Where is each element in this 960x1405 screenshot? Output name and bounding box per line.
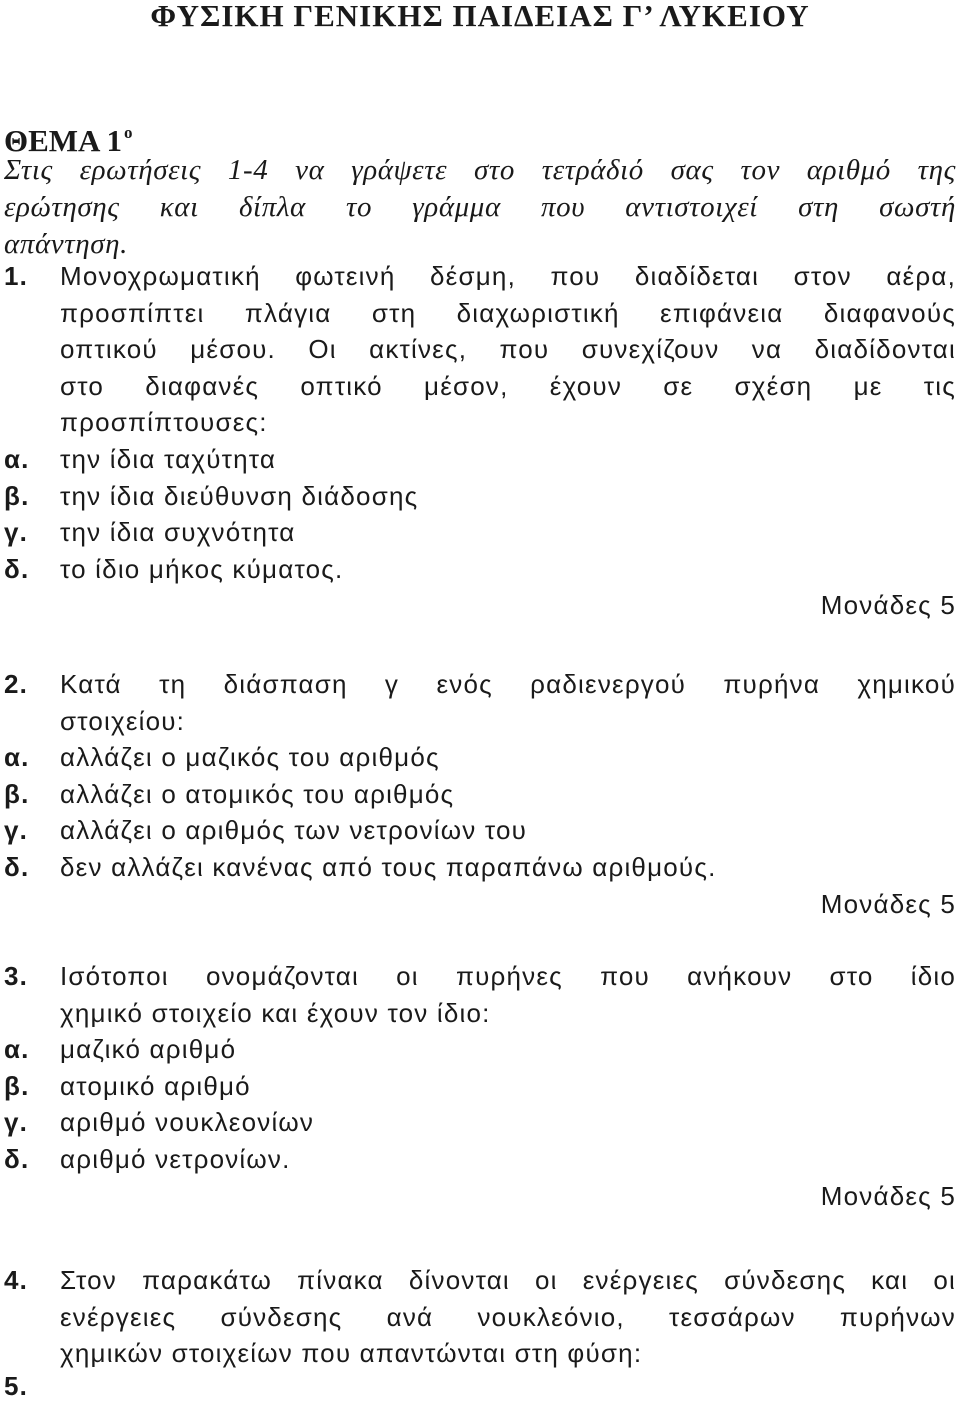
option-label: β. [4,1070,30,1101]
question-line: Ισότοποι ονομάζονται οι πυρήνες που ανήκουν στο ίδιο [60,961,956,991]
question-line: Στον παρακάτω πίνακα δίνονται οι ενέργειες σύνδεσης και οι [60,1265,956,1295]
question-number: 4. [4,1265,29,1295]
question-3 [4,958,956,1214]
question-line: προσπίπτει πλάγια στη διαχωριστική επιφάνεια διαφανούς [60,297,956,328]
option-d [4,849,956,886]
question-line: ενέργειες σύνδεσης ανά νουκλεόνιο, τεσσάρων πυρήνων [60,1301,956,1332]
option-c [4,1104,956,1141]
instructions-line: Στις ερωτήσεις 1-4 να γράψετε στο τετράδιό σας τον αριθμό της [4,154,956,186]
theme-superscript: ο [123,123,133,142]
theme-label: ΘΕΜΑ 1 [4,123,122,158]
question-line: Μονοχρωματική φωτεινή δέσμη, που διαδίδεται στον αέρα, [60,261,956,291]
option-text: αλλάζει ο μαζικός του αριθμός [60,742,440,773]
option-a [4,739,956,776]
option-label: δ. [4,1143,30,1174]
option-label: γ. [4,815,29,846]
option-b [4,1068,956,1105]
option-text: το ίδιο μήκος κύματος. [60,553,344,584]
option-b [4,478,956,515]
option-d [4,551,956,588]
question-1 [4,258,956,624]
option-label: γ. [4,1107,29,1138]
option-label: γ. [4,517,29,548]
option-b [4,776,956,813]
marks-label: Μονάδες 5 [820,888,956,919]
question-line: στοιχείου: [60,705,186,736]
question-line: προσπίπτουσες: [60,407,268,438]
question-4 [4,1262,956,1372]
marks-label: Μονάδες 5 [820,1180,956,1211]
option-label: α. [4,1034,30,1065]
option-text: την ίδια διεύθυνση διάδοσης [60,480,419,511]
option-label: α. [4,742,30,773]
option-text: δεν αλλάζει κανένας από τους παραπάνω αριθμούς. [60,851,717,882]
instructions [4,152,956,263]
question-line: χημικό στοιχείο και έχουν τον ίδιο: [60,997,491,1028]
page-title: ΦΥΣΙΚΗ ΓΕΝΙΚΗΣ ΠΑΙΔΕΙΑΣ Γ’ ΛΥΚΕΙΟΥ [150,0,810,33]
instructions-line: απάντηση. [4,228,128,260]
marks-label: Μονάδες 5 [820,590,956,621]
option-c [4,514,956,551]
instructions-line: ερώτησης και δίπλα το γράμμα που αντιστοιχεί στη σωστή [4,191,956,223]
option-a [4,1031,956,1068]
option-text: την ίδια συχνότητα [60,517,296,548]
option-d [4,1141,956,1178]
option-c [4,812,956,849]
option-text: αριθμό νετρονίων. [60,1143,291,1174]
option-text: αλλάζει ο αριθμός των νετρονίων του [60,815,528,846]
option-text: μαζικό αριθμό [60,1034,237,1065]
question-number: 3. [4,961,29,991]
option-a [4,441,956,478]
question-number: 2. [4,669,29,699]
option-label: β. [4,778,30,809]
option-text: ατομικό αριθμό [60,1070,251,1101]
question-line: χημικών στοιχείων που απαντώνται στη φύση: [60,1338,643,1369]
question-number: 1. [4,261,29,291]
option-text: την ίδια ταχύτητα [60,443,277,474]
option-label: β. [4,480,30,511]
question-number: 5. [4,1371,29,1401]
question-line: οπτικού μέσου. Οι ακτίνες, που συνεχίζουν να διαδίδονται [60,334,956,365]
option-text: αλλάζει ο ατομικός του αριθμός [60,778,455,809]
option-label: δ. [4,553,30,584]
option-label: α. [4,443,30,474]
option-text: αριθμό νουκλεονίων [60,1107,315,1138]
option-label: δ. [4,851,30,882]
question-line: Κατά τη διάσπαση γ ενός ραδιενεργού πυρήνα χημικού [60,669,956,699]
question-2 [4,666,956,922]
question-line: στο διαφανές οπτικό μέσον, έχουν σε σχέση με τις [60,370,956,401]
